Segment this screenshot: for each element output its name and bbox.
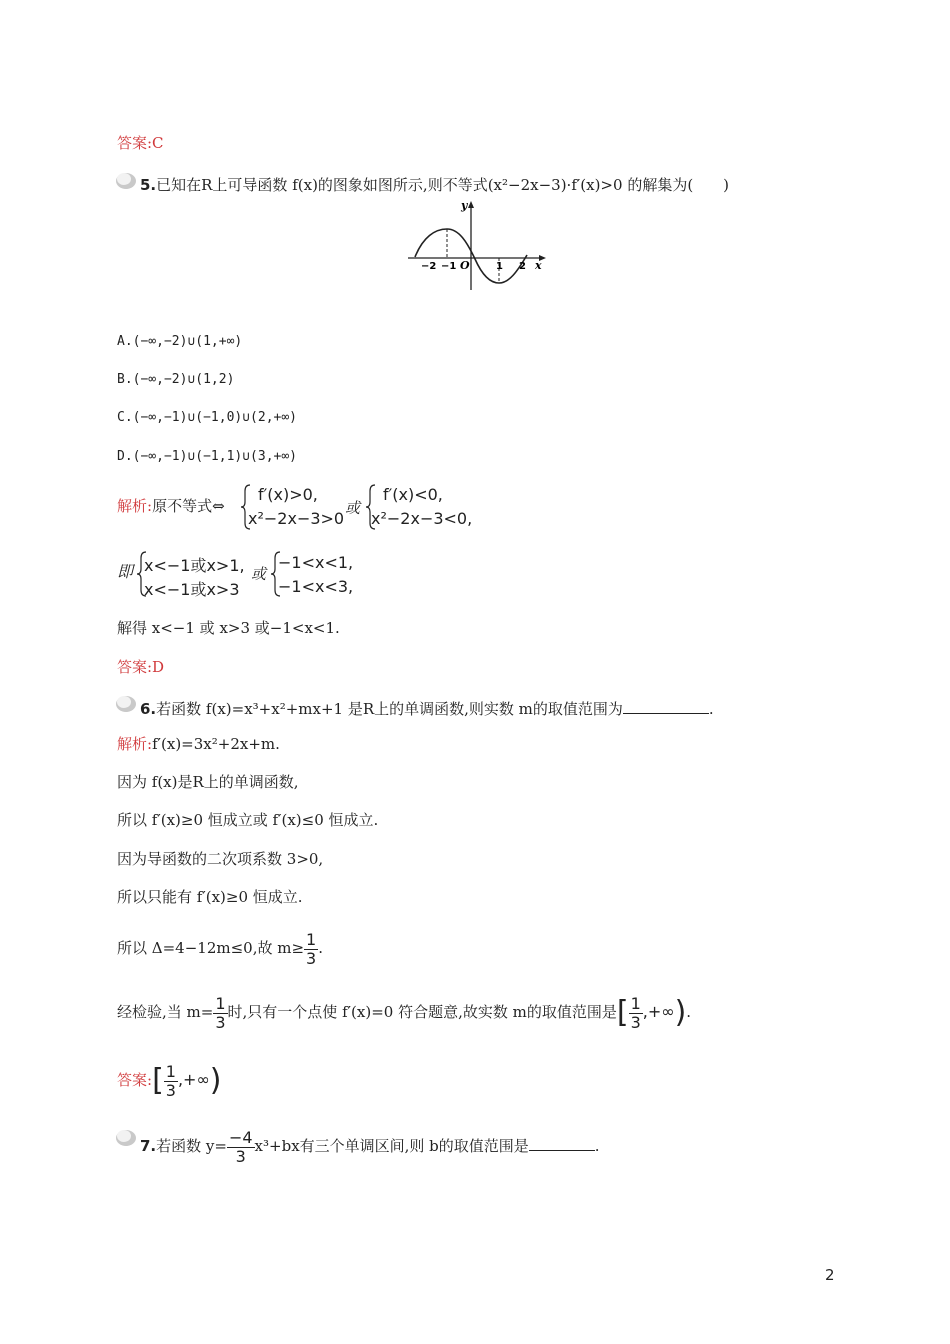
q5-sys4-row1: −1<x<1, <box>278 553 354 572</box>
q5-system-1 <box>240 483 350 531</box>
q5-sys2-row2: x²−2x−3<0, <box>371 509 473 528</box>
q5-or-2: 或 <box>251 565 267 583</box>
fraction-denominator: 3 <box>235 1146 246 1166</box>
fraction-denominator: 3 <box>165 1080 176 1100</box>
graph-x-label: x <box>535 259 542 272</box>
q6-derivative: f′(x)=3x²+2x+m. <box>152 735 280 753</box>
q6-line-1: 因为 f(x)是R上的单调函数, <box>117 773 299 791</box>
left-bracket: [ <box>152 1063 164 1098</box>
right-paren: ) <box>674 995 687 1030</box>
q5-function-graph <box>405 197 550 292</box>
q6-stem-line: 6.若函数 f(x)=x³+x²+mx+1 是R上的单调函数,则实数 m的取值范围为 . <box>140 700 714 718</box>
q5-or-1: 或 <box>345 499 361 517</box>
q6-analysis-line <box>117 734 280 754</box>
q6-answer-line <box>117 1058 222 1103</box>
q5-answer: 答案:D <box>117 658 165 676</box>
q6-line-6: 经检验,当 m= $\frac{1}{3}$ 时,只有一个点使 f′(x)=0 符合题意,故实数 m的取值范围是[ $\frac{1}{3}$ ,+∞). <box>117 993 692 1032</box>
q5-solve: 解得 x<−1 或 x>3 或−1<x<1. <box>117 619 340 637</box>
q7-number: 7. <box>140 1137 157 1155</box>
interval-tail: ,+∞ <box>642 1002 675 1021</box>
fraction <box>213 995 227 1032</box>
fraction <box>304 931 318 968</box>
fraction-numerator: 1 <box>630 993 641 1013</box>
page-number: 2 <box>825 1266 835 1284</box>
q6-analysis-label: 解析: <box>117 735 153 753</box>
q6-line-2: 所以 f′(x)≥0 恒成立或 f′(x)≤0 恒成立. <box>117 811 379 829</box>
q5-number: 5. <box>140 176 157 194</box>
question-bullet-icon <box>115 1127 137 1147</box>
graph-tick-label: 1 <box>496 261 503 272</box>
q5-option-d: D.(−∞,−1)∪(−1,1)∪(3,+∞) <box>117 449 298 464</box>
graph-origin-label: O <box>460 259 470 272</box>
q5-sys3-row1: x<−1或x>1, <box>144 556 245 575</box>
q5-sys4-row2: −1<x<3, <box>278 577 354 596</box>
fraction-denominator: 3 <box>215 1012 226 1032</box>
graph-y-label: y <box>461 199 468 212</box>
fraction-denominator: 3 <box>306 948 317 968</box>
right-paren: ) <box>209 1063 222 1098</box>
q5-option-b: B.(−∞,−2)∪(1,2) <box>117 372 235 387</box>
q6-line6-pre: 经检验,当 m= <box>117 1003 214 1021</box>
q6-number: 6. <box>140 700 157 718</box>
fraction-numerator: −4 <box>228 1127 253 1147</box>
q6-line-3: 因为导函数的二次项系数 3>0, <box>117 850 324 868</box>
q5-analysis-label: 解析: <box>117 497 153 515</box>
interval-tail: ,+∞ <box>177 1070 210 1089</box>
q5-sys3-row2: x<−1或x>3 <box>144 580 240 599</box>
q5-option-a: A.(−∞,−2)∪(1,+∞) <box>117 334 243 349</box>
q7-stem-pre: 若函数 y= <box>156 1137 227 1155</box>
q5-system-3 <box>136 550 251 598</box>
q6-line-5: 所以 Δ=4−12m≤0,故 m≥ $\frac{1}{3}$ . <box>117 929 324 968</box>
graph-tick-label: −2 <box>421 261 437 272</box>
q5-sys1-row1: f′(x)>0, <box>258 485 318 504</box>
graph-tick-label: −1 <box>441 261 457 272</box>
q6-line-4: 所以只能有 f′(x)≥0 恒成立. <box>117 888 303 906</box>
q5-sys1-row2: x²−2x−3>0 <box>248 509 345 528</box>
fraction-numerator: 1 <box>306 929 317 949</box>
question-bullet-icon <box>115 693 137 713</box>
fraction <box>227 1129 255 1166</box>
q5-stem-line <box>140 175 729 195</box>
answer-blank[interactable] <box>623 699 709 714</box>
q4-answer: 答案:C <box>117 134 164 152</box>
q6-stem: 若函数 f(x)=x³+x²+mx+1 是R上的单调函数,则实数 m的取值范围为 <box>156 700 623 718</box>
fraction-numerator: 1 <box>215 993 226 1013</box>
q5-stem: 已知在R上可导函数 f(x)的图象如图所示,则不等式(x²−2x−3)·f′(x)>0 的解集为( ) <box>156 176 730 194</box>
fraction <box>629 995 643 1032</box>
fraction <box>164 1063 178 1100</box>
graph-tick-label: 2 <box>519 261 526 272</box>
q7-stem-line: 7.若函数 y= $\frac{-4}{3}$ x³+bx有三个单调区间,则 b的取值范围是 . <box>140 1127 600 1166</box>
q5-system-2 <box>365 483 485 531</box>
q6-line5-text: 所以 Δ=4−12m≤0,故 m≥ <box>117 939 305 957</box>
q5-ji: 即 <box>117 562 134 581</box>
q5-sys2-row1: f′(x)<0, <box>383 485 443 504</box>
fraction-denominator: 3 <box>630 1012 641 1032</box>
left-bracket: [ <box>616 995 629 1030</box>
q5-option-c: C.(−∞,−1)∪(−1,0)∪(2,+∞) <box>117 410 298 425</box>
q5-analysis-line <box>117 496 225 516</box>
answer-blank[interactable] <box>529 1136 595 1151</box>
q7-stem-post: x³+bx有三个单调区间,则 b的取值范围是 <box>254 1137 529 1155</box>
q6-answer-label: 答案: <box>117 1071 153 1089</box>
q6-line6-mid: 时,只有一个点使 f′(x)=0 符合题意,故实数 m的取值范围是 <box>227 1003 617 1021</box>
q5-system-4 <box>270 550 365 598</box>
q5-analysis-intro: 原不等式⇔ <box>152 497 225 515</box>
question-bullet-icon <box>115 170 137 190</box>
fraction-numerator: 1 <box>165 1061 176 1081</box>
